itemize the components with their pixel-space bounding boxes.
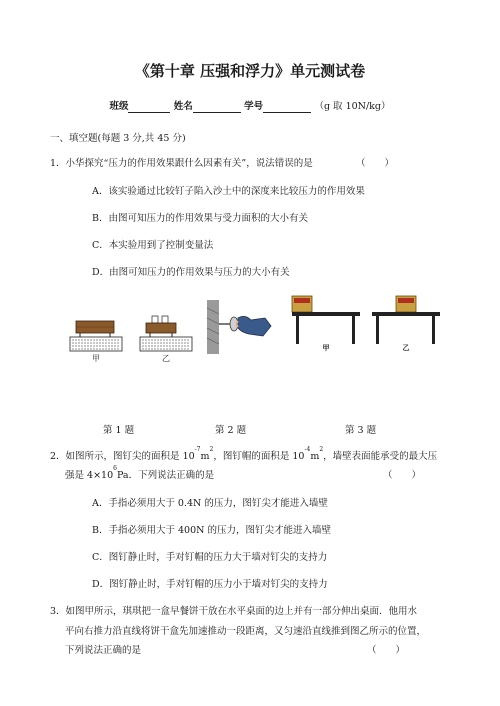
q2-stem-line2 (65, 467, 214, 481)
q2-unit: m (310, 451, 320, 462)
q1-option-c: C．本实验用到了控制变量法 (92, 240, 214, 251)
q1-option-d: D．由图可知压力的作用效果与压力的大小有关 (92, 267, 290, 278)
figure-1-setup-jia (70, 321, 122, 351)
q3-stem-line2: 平向右推力沿直线将饼干盒先加速推动一段距离，又匀速沿直线推到图乙所示的位置， (65, 626, 427, 637)
q3-answer-paren: （ ） (367, 645, 406, 656)
q1-answer-paren: （ ） (356, 158, 395, 169)
q1-option-b: B．由图可知压力的作用效果与受力面积的大小有关 (92, 213, 308, 224)
q2-stem-line1 (50, 448, 437, 462)
number-blank (263, 101, 311, 113)
class-label: 班级 (109, 101, 129, 112)
page-title: 《第十章 压强和浮力》单元测试卷 (134, 62, 366, 80)
q3-stem-line3: 下列说法正确的是 (65, 645, 142, 656)
figure-2-wall (207, 300, 219, 354)
class-blank (128, 101, 170, 113)
caption-figure-2: 第 2 题 (215, 425, 247, 436)
q1-stem: 1．小华探究“压力的作用效果跟什么因素有关”，说法错误的是 (50, 158, 313, 169)
caption-figure-3: 第 3 题 (345, 425, 377, 436)
q2-option-c: C．图钉静止时，手对钉帽的压力大于墙对钉尖的支持力 (92, 552, 328, 563)
number-label: 学号 (244, 101, 264, 112)
figure-3 (288, 290, 448, 360)
student-info-line (0, 98, 500, 113)
q2-exponent: 6 (113, 465, 117, 472)
q2-text: ，图钉帽的面积是 10 (213, 451, 305, 462)
figure-2-hand (238, 316, 271, 336)
q2-option-a: A．手指必须用大于 0.4N 的压力，图钉尖才能进入墙壁 (92, 498, 328, 509)
figure-3-setup-yi (372, 296, 440, 344)
figure-3-label-jia: 甲 (322, 344, 330, 352)
figure-2 (205, 298, 275, 358)
figure-3-label-yi: 乙 (402, 344, 410, 352)
q2-option-b: B．手指必须用大于 400N 的压力，图钉尖才能进入墙壁 (92, 525, 331, 536)
q2-exponent: -4 (304, 446, 311, 453)
figure-1-label-yi: 乙 (162, 354, 170, 363)
caption-figure-1: 第 1 题 (103, 425, 135, 436)
figure-3-setup-jia (292, 296, 360, 344)
q2-exponent: 2 (209, 446, 214, 453)
q2-exponent: -7 (194, 446, 201, 453)
q2-text: Pa．下列说法正确的是 (116, 470, 215, 481)
q2-answer-paren: （ ） (383, 470, 422, 481)
q2-text: 2．如图所示，图钉尖的面积是 10 (50, 451, 195, 462)
figure-1 (68, 306, 196, 368)
figure-1-setup-yi (140, 316, 192, 351)
q2-text: 强是 4×10 (65, 470, 114, 481)
q2-text: ，墙壁表面能承受的最大压 (323, 451, 438, 462)
q3-stem-line1: 3．如图甲所示，琪琪把一盒早餐饼干放在水平桌面的边上并有一部分伸出桌面．他用水 (50, 606, 418, 617)
name-blank (193, 101, 241, 113)
q2-unit: m (200, 451, 210, 462)
gravity-note: （g 取 10N/kg） (314, 101, 391, 112)
q2-exponent: 2 (319, 446, 324, 453)
name-label: 姓名 (173, 101, 193, 112)
section-heading: 一、填空题(每题 3 分,共 45 分) (50, 133, 186, 144)
q1-option-a: A．该实验通过比较钉子陷入沙土中的深度来比较压力的作用效果 (92, 186, 365, 197)
figure-1-label-jia: 甲 (92, 354, 100, 363)
q2-option-d: D．图钉静止时，手对钉帽的压力小于墙对钉尖的支持力 (92, 579, 328, 590)
